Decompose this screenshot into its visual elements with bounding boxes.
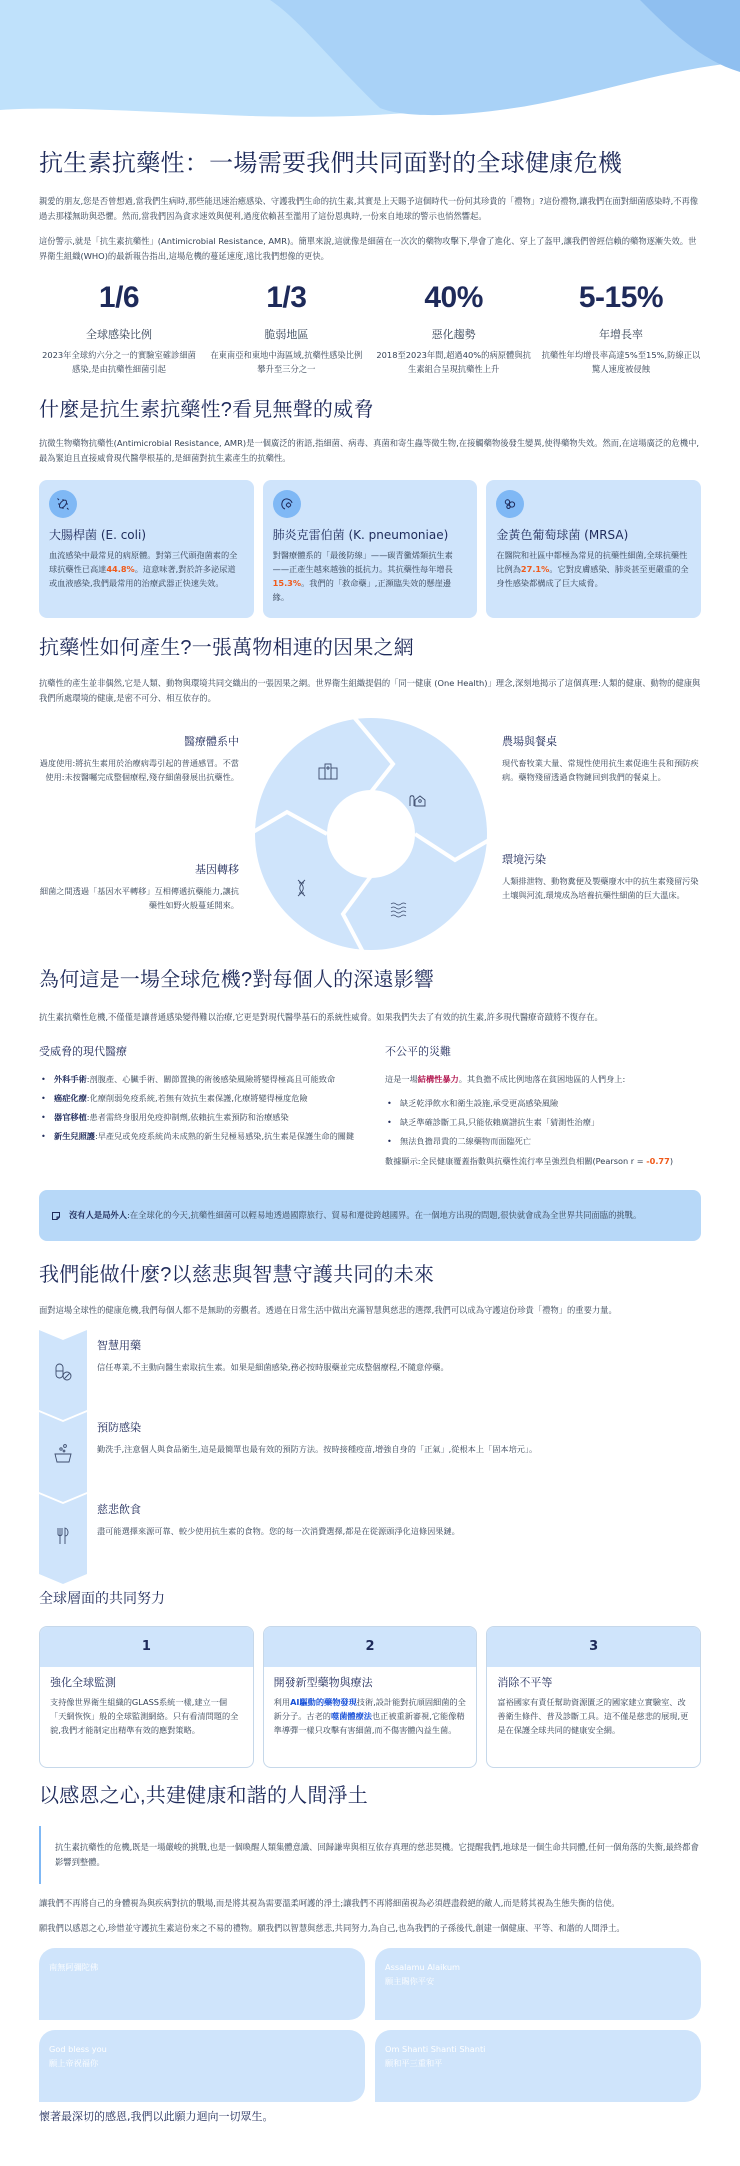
blessing-card — [375, 1948, 701, 2020]
card-desc: 對醫療體系的「最後防線」——碳青黴烯類抗生素——正產生越來越強的抵抗力。其抗藥性每年增長15.3%。我們的「救命藥」,正瀕臨失效的懸崖邊緣。 — [272, 550, 453, 602]
final-dedication: 懷著最深切的感恩,我們以此願力迴向一切眾生。 — [39, 2109, 274, 2123]
step-title: 慈悲飲食 — [97, 1502, 141, 1516]
inequity-column — [385, 1043, 701, 1168]
blessing-card — [39, 1948, 365, 2020]
virus-cluster-icon — [496, 490, 524, 518]
section-heading-how: 抗藥性如何產生?一張萬物相連的因果之網 — [39, 637, 414, 659]
step-wise-medication — [39, 1330, 701, 1412]
section-heading-what: 什麼是抗生素抗藥性?看見無聲的威脅 — [39, 399, 374, 421]
cycle-item-desc: 細菌之間透過「基因水平轉移」互相傳遞抗藥能力,讓抗藥性如野火般蔓延開來。 — [39, 886, 239, 910]
list-item: • 癌症化療:化療削弱免疫系統,若無有效抗生素保護,化療將變得極度危險 — [39, 1091, 355, 1105]
step-prevent-infection — [39, 1412, 701, 1494]
intro-paragraph-1: 親愛的朋友,您是否曾想過,當我們生病時,那些能迅速治癒感染、守護我們生命的抗生素,其實是上天賜予這個時代一份何其珍貴的「禮物」?這份禮物,讓我們在面對細菌感染時,不再像過去那樣無助與恐懼。然而,當我們因為貪求速效與便利,過度依賴甚至濫用了這份恩典時,一份來自地球的警示也悄然響起。 — [39, 196, 699, 221]
cycle-item-title: 醫療體系中 — [184, 735, 239, 748]
effort-number: 3 — [487, 1627, 700, 1667]
section-body-why: 抗生素抗藥性危機,不僅僅是讓普通感染變得難以治療,它更是對現代醫學基石的系統性威脅。如果我們失去了有效的抗生素,許多現代醫療奇蹟將不復存在。 — [39, 1012, 603, 1022]
card-mrsa — [486, 480, 701, 618]
chevron-shape — [39, 1412, 87, 1502]
list-item: • 器官移植:患者需終身服用免疫抑制劑,依賴抗生素預防和治療感染 — [39, 1110, 355, 1124]
section-heading-why: 為何這是一場全球危機?對每個人的深遠影響 — [39, 969, 435, 991]
section-body-do: 面對這場全球性的健康危機,我們每個人都不是無助的旁觀者。透過在日常生活中做出充滿智慧與慈悲的選擇,我們可以成為守護這份珍貴「禮物」的重要力量。 — [39, 1304, 617, 1315]
stat-desc: 2018至2023年間,超過40%的病原體與抗生素組合呈現抗藥性上升 — [376, 350, 531, 374]
cycle-item-farm — [502, 734, 702, 784]
stat-worsening-trend — [374, 278, 534, 376]
global-efforts-heading: 全球層面的共同努力 — [39, 1590, 165, 1607]
closing-paragraph-2: 願我們以感恩之心,珍惜並守護抗生素這份來之不易的禮物。願我們以智慧與慈悲,共同努力,為自己,也為我們的子孫後代,創建一個健康、平等、和諧的人間淨土。 — [39, 1922, 625, 1933]
cycle-item-desc: 現代畜牧業大量、常規性使用抗生素促進生長和預防疾病。藥物殘留透過食物鏈回到我們的餐桌上。 — [502, 758, 699, 782]
stat-desc: 抗藥性年均增長率高達5%至15%,防線正以驚人速度被侵蝕 — [541, 350, 701, 374]
section-body-what: 抗微生物藥物抗藥性(Antimicrobial Resistance, AMR)是一個廣泛的術語,指細菌、病毒、真菌和寄生蟲等微生物,在接觸藥物後發生變異,使得藥物失效。然而,在這場廣泛的危機中,最為緊迫且直接威脅現代醫學根基的,是細菌對抗生素產生的抗藥性。 — [39, 438, 700, 463]
card-kpneumoniae — [263, 480, 478, 618]
card-ecoli — [39, 480, 254, 618]
stat-label: 脆弱地區 — [264, 328, 309, 341]
effort-title: 強化全球監測 — [50, 1675, 116, 1689]
blessings-grid — [39, 1948, 701, 2102]
card-title: 肺炎克雷伯菌 (K. pneumoniae) — [272, 528, 449, 542]
card-desc: 血流感染中最常見的病原體。對第三代頭孢菌素的全球抗藥性已高達44.8%。這意味著,對於許多泌尿道或血液感染,我們最常用的治療武器正快速失效。 — [49, 550, 238, 588]
phage-therapy-highlight: 噬菌體療法 — [331, 1710, 372, 1721]
stat-value: 1/6 — [98, 281, 140, 314]
stat-value: 5-15% — [578, 281, 664, 314]
one-health-cycle-diagram — [39, 712, 701, 952]
blessing-line-2: 願主賜你平安 — [385, 1975, 435, 1986]
closing-quote: 抗生素抗藥性的危機,既是一場嚴峻的挑戰,也是一個喚醒人類集體意識、回歸謙卑與相互依存真理的慈悲契機。它提醒我們,地球是一個生命共同體,任何一個角落的失衡,最終都會影響到整體。 — [39, 1826, 701, 1884]
personal-actions — [39, 1330, 701, 1576]
effort-desc: 富裕國家有責任幫助資源匱乏的國家建立實驗室、改善衛生條件、普及診斷工具。這不僅是慈悲的展現,更是在保護全球共同的健康安全網。 — [497, 1696, 689, 1735]
note-icon — [51, 1211, 61, 1226]
highlight-value: 15.3% — [272, 578, 302, 588]
effort-desc: 利用AI驅動的藥物發現技術,設計能對抗頑固細菌的全新分子。古老的噬菌體療法也正被重新審視,它能像精準導彈一樣只攻擊有害細菌,而不傷害體內益生菌。 — [273, 1696, 466, 1735]
cycle-item-title: 環境污染 — [502, 853, 546, 866]
card-desc: 在醫院和社區中都極為常見的抗藥性細菌,全球抗藥性比例為27.1%。它對皮膚感染、肺炎甚至更嚴重的全身性感染都構成了巨大威脅。 — [496, 550, 689, 588]
blessing-line-1: Om Shanti Shanti Shanti — [385, 2043, 486, 2054]
intro-paragraph-2: 這份警示,就是「抗生素抗藥性」(Antimicrobial Resistance, AMR)。簡單來說,這就像是細菌在一次次的藥物攻擊下,學會了進化、穿上了盔甲,讓我們曾經信賴的藥物逐漸失效。世界衛生組織(WHO)的最新報告指出,這場危機的蔓延速度,遠比我們想像的更快。 — [39, 236, 697, 261]
effort-number: 1 — [40, 1627, 253, 1667]
callout-text: :在全球化的今天,抗藥性細菌可以輕易地透過國際旅行、貿易和遷徙跨越國界。在一個地方出現的問題,很快就會成為全世界共同面臨的挑戰。 — [127, 1209, 642, 1220]
no-outsider-callout — [39, 1190, 701, 1241]
column-heading: 不公平的災難 — [385, 1045, 451, 1058]
section-heading-do: 我們能做什麼?以慈悲與智慧守護共同的未來 — [39, 1263, 435, 1286]
global-efforts — [39, 1626, 701, 1768]
list-item: • 無法負擔昂貴的二線藥物而面臨死亡 — [385, 1134, 701, 1148]
blessing-line-1: Assalamu Alaikum — [385, 1961, 461, 1972]
stat-desc: 2023年全球約六分之一的實驗室確診細菌感染,是由抗藥性細菌引起 — [42, 350, 196, 374]
step-desc: 盡可能選擇來源可靠、較少使用抗生素的食物。您的每一次消費選擇,都是在從源頭淨化這條因果鏈。 — [97, 1525, 460, 1536]
cycle-item-gene-transfer — [39, 862, 239, 912]
blessing-line-1: God bless you — [49, 2043, 107, 2054]
stat-label: 惡化趨勢 — [431, 328, 476, 341]
effort-title: 消除不平等 — [497, 1675, 553, 1689]
cycle-item-healthcare — [39, 734, 239, 784]
highlight-value: 44.8% — [106, 564, 135, 574]
effort-card-inequality — [486, 1626, 701, 1768]
blessing-card — [39, 2030, 365, 2102]
stat-global-ratio — [39, 278, 199, 376]
step-compassionate-diet — [39, 1494, 701, 1576]
correlation-value: -0.77 — [646, 1155, 670, 1166]
callout-bold: 沒有人是局外人 — [69, 1209, 128, 1220]
section-heading-closing: 以感恩之心,共建健康和諧的人間淨土 — [39, 1784, 368, 1807]
stat-value: 1/3 — [266, 281, 307, 314]
cycle-item-environment — [502, 852, 702, 902]
virus-head-icon — [273, 490, 301, 518]
stat-label: 年增長率 — [598, 328, 643, 341]
step-title: 智慧用藥 — [97, 1338, 141, 1352]
highlight-value: 27.1% — [520, 564, 550, 574]
column-heading: 受威脅的現代醫療 — [39, 1045, 127, 1058]
threatened-medicine-list — [39, 1072, 355, 1143]
cycle-item-title: 農場與餐桌 — [502, 735, 557, 748]
chevron-shape — [39, 1494, 87, 1584]
effort-card-surveillance — [39, 1626, 254, 1768]
threatened-medicine-column — [39, 1043, 355, 1168]
step-desc: 信任專業,不主動向醫生索取抗生素。如果是細菌感染,務必按時服藥並完成整個療程,不隨意停藥。 — [97, 1361, 449, 1372]
inequity-lead: 這是一場結構性暴力。其負擔不成比例地落在貧困地區的人們身上: — [385, 1073, 626, 1084]
structural-violence-highlight: 結構性暴力 — [417, 1073, 459, 1084]
blessing-card — [375, 2030, 701, 2102]
stat-desc: 在東南亞和東地中海區域,抗藥性感染比例攀升至三分之一 — [210, 350, 363, 374]
card-title: 大腸桿菌 (E. coli) — [49, 528, 146, 542]
correlation-note: 數據顯示:全民健康覆蓋指數與抗藥性流行率呈強烈負相關(Pearson r = -0.77) — [385, 1155, 674, 1166]
hero-banner — [0, 0, 740, 128]
cycle-ring — [253, 716, 489, 952]
stat-label: 全球感染比例 — [86, 328, 152, 341]
closing-paragraph-1: 讓我們不再將自己的身體視為與疾病對抗的戰場,而是將其視為需要溫柔呵護的淨土;讓我們不再將細菌視為必須趕盡殺絕的敵人,而是將其視為生態失衡的信使。 — [39, 1897, 620, 1908]
blessing-line-1: 南無阿彌陀佛 — [49, 1961, 99, 1972]
effort-number: 2 — [264, 1627, 477, 1667]
impact-columns — [39, 1043, 701, 1168]
bacteria-cards — [39, 480, 701, 618]
list-item: • 缺乏準確診斷工具,只能依賴廣譜抗生素「猜測性治療」 — [385, 1115, 701, 1129]
effort-desc: 支持像世界衛生組織的GLASS系統一樣,建立一個「天網恢恢」般的全球監測網絡。只有看清問題的全貌,我們才能制定出精準有效的應對策略。 — [50, 1696, 239, 1735]
cycle-item-title: 基因轉移 — [195, 863, 239, 876]
stat-annual-growth — [541, 278, 701, 376]
effort-card-new-drugs — [263, 1626, 478, 1768]
stat-value: 40% — [424, 281, 483, 314]
card-title: 金黃色葡萄球菌 (MRSA) — [496, 528, 629, 542]
page-title: 抗生素抗藥性：一場需要我們共同面對的全球健康危機 — [39, 150, 623, 177]
list-item: • 外科手術:剖腹產、心臟手術、關節置換的術後感染風險將變得極高且可能致命 — [39, 1072, 355, 1086]
cycle-item-desc: 人類排泄物、動物糞便及製藥廢水中的抗生素殘留污染土壤與河流,環境成為培養抗藥性細菌的巨大溫床。 — [502, 876, 699, 900]
ai-drug-discovery-highlight: AI驅動的藥物發現 — [290, 1696, 357, 1707]
stat-vulnerable-regions — [206, 278, 366, 376]
chevron-shape — [39, 1330, 87, 1420]
effort-title: 開發新型藥物與療法 — [273, 1675, 373, 1689]
stats-row — [39, 278, 701, 376]
section-body-how: 抗藥性的產生並非偶然,它是人類、動物與環境共同交織出的一張因果之網。世界衛生組織提倡的「同一健康 (One Health)」理念,深刻地揭示了這個真理:人類的健康、動物的健康與我們所處環境的健康,是密不可分、相互依存的。 — [39, 678, 701, 703]
bacteria-icon — [49, 490, 77, 518]
step-title: 預防感染 — [97, 1420, 141, 1434]
blessing-line-2: 願和平三重和平 — [385, 2057, 443, 2068]
list-item: • 新生兒照護:早產兒或免疫系統尚未成熟的新生兒極易感染,抗生素是保護生命的關鍵 — [39, 1129, 355, 1143]
inequity-list — [385, 1096, 701, 1148]
list-item: • 缺乏乾淨飲水和衛生設施,承受更高感染風險 — [385, 1096, 701, 1110]
step-desc: 勤洗手,注意個人與食品衛生,這是最簡單也最有效的預防方法。按時接種疫苗,增強自身的「正氣」,從根本上「固本培元」。 — [97, 1443, 538, 1454]
cycle-item-desc: 過度使用:將抗生素用於治療病毒引起的普通感冒。不當使用:未按醫囑完成整個療程,殘存細菌發展出抗藥性。 — [39, 758, 239, 782]
wave-decoration — [0, 0, 740, 128]
blessing-line-2: 願上帝祝福你 — [49, 2057, 99, 2068]
